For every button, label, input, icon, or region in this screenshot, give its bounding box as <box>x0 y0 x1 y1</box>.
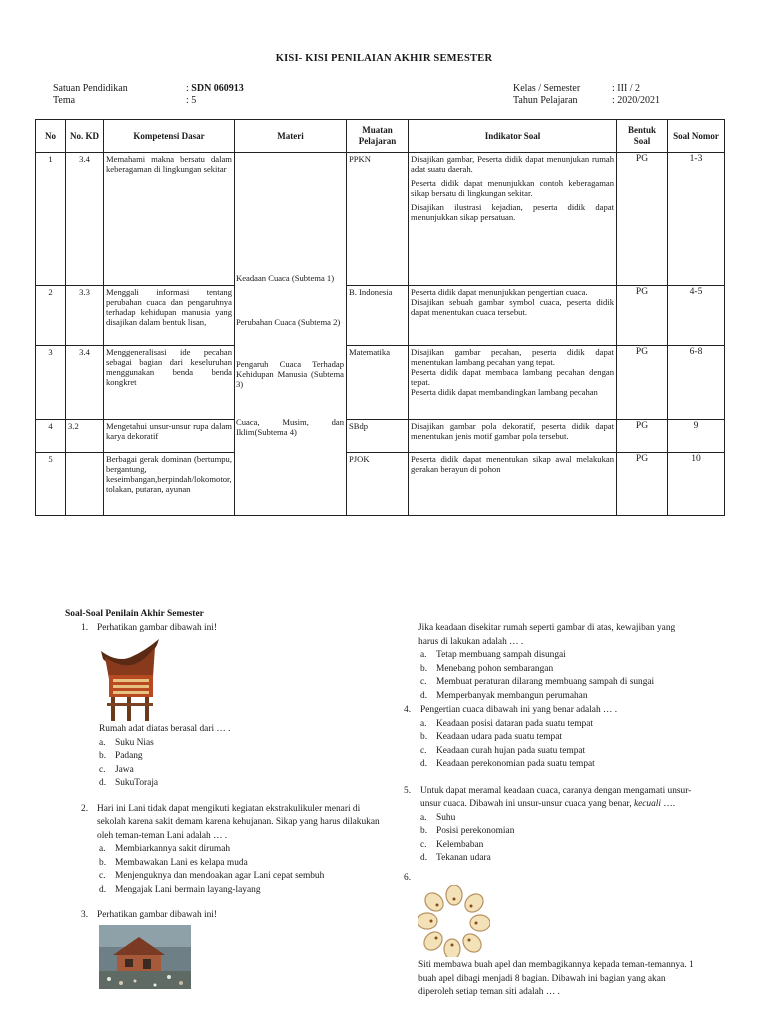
option: c. Jawa <box>99 764 134 775</box>
row-no: 2 <box>36 286 66 346</box>
question-1: 1. Perhatikan gambar dibawah ini! <box>81 622 218 633</box>
row-nomor: 10 <box>668 453 725 516</box>
question-6-after: Siti membawa buah apel dan membagikannya kepada teman-temannya. 1 buah apel dibagi menjadi 8 bagian. Dibawah ini bagian yang akan diperoleh setiap teman siti adalah … . <box>418 960 694 997</box>
row-kd: 3.4 <box>66 153 104 286</box>
row-kompetensi: Memahami makna bersatu dalam keberagaman di lingkungan sekitar <box>104 153 235 286</box>
option: c. Kelembaban <box>420 839 484 850</box>
question-3: 3. Perhatikan gambar dibawah ini! <box>81 910 218 920</box>
row-bentuk: PG <box>617 453 668 516</box>
option: c. Menjenguknya dan mendoakan agar Lani cepat sembuh <box>99 871 325 881</box>
row-nomor: 6-8 <box>668 346 725 420</box>
soal-left-column <box>65 608 383 994</box>
question-1-after: Rumah adat diatas berasal dari … . <box>99 724 231 734</box>
row-indikator <box>409 153 617 286</box>
tahun-value: : 2020/2021 <box>612 95 661 106</box>
option: d. Mengajak Lani bermain layang-layang <box>99 884 261 895</box>
option: b. Keadaan udara pada suatu tempat <box>420 732 562 742</box>
indikator-item: Peserta didik dapat menunjukkan contoh keberagaman sikap bersatu di lingkungan sekitar. <box>411 178 614 198</box>
table-row <box>36 286 725 346</box>
kelas-label: Kelas / Semester <box>513 83 581 94</box>
option: d. Keadaan perekonomian pada suatu tempat <box>420 759 595 769</box>
question-2: 2. Hari ini Lani tidak dapat mengikuti kegiatan ekstrakulikuler menari di sekolah karena sakit demam karena kehujanan. Sikap yang harus dilakukan oleh teman-teman Lani adalah … . <box>81 803 380 841</box>
row-indikator <box>409 286 617 346</box>
materi-item: Cuaca, Musim, dan Iklim(Subtema 4) <box>236 417 344 437</box>
option: d. SukuToraja <box>99 778 159 788</box>
row-kompetensi: Berbagai gerak dominan (bertumpu, bergantung, keseimbangan,berpindah/lokomotor, tolakan, putaran, ayunan <box>104 453 235 516</box>
table-row <box>36 346 725 420</box>
row-bentuk: PG <box>617 153 668 286</box>
option: a. Keadaan posisi dataran pada suatu tempat <box>420 718 593 729</box>
question-6: 6. <box>404 872 412 883</box>
row-nomor: 9 <box>668 420 725 453</box>
indikator-item: Peserta didik dapat menunjukkan pengertian cuaca. <box>411 287 588 297</box>
option: c. Keadaan curah hujan pada suatu tempat <box>420 745 586 756</box>
materi-item: Perubahan Cuaca (Subtema 2) <box>236 317 341 327</box>
option: b. Membawakan Lani es kelapa muda <box>99 857 248 868</box>
tema-value: : 5 <box>186 95 197 106</box>
row-kompetensi: Mengetahui unsur-unsur rupa dalam karya dekoratif <box>104 420 235 453</box>
indikator-item: Disajikan ilustrasi kejadian, peserta didik dapat menunjukkan sikap persatuan. <box>411 202 614 222</box>
row-kompetensi: Menggali informasi tentang perubahan cuaca dan pengaruhnya terhadap kehidupan manusia yang disajikan dalam bentuk lisan, <box>104 286 235 346</box>
row-no: 3 <box>36 346 66 420</box>
option: d. Tekanan udara <box>420 853 491 863</box>
row-kd: 3.2 <box>66 420 104 453</box>
row-kd <box>66 453 104 516</box>
row-nomor: 1-3 <box>668 153 725 286</box>
question-5: 5. Untuk dapat meramal keadaan cuaca, caranya dengan mengamati unsur-unsur cuaca. Dibawah ini unsur-unsur cuaca yang benar, kecuali …. <box>404 785 692 809</box>
row-muatan: SBdp <box>347 420 409 453</box>
tahun-label: Tahun Pelajaran <box>513 95 578 106</box>
option: a. Tetap membuang sampah disungai <box>420 650 566 660</box>
row-muatan: PPKN <box>347 153 409 286</box>
tema-label: Tema <box>53 95 76 106</box>
kisi-table <box>35 119 725 516</box>
row-bentuk: PG <box>617 286 668 346</box>
apple-slices-image <box>418 885 696 957</box>
row-muatan: B. Indonesia <box>347 286 409 346</box>
option: b. Menebang pohon sembarangan <box>420 663 554 674</box>
option: b. Padang <box>99 751 143 761</box>
option: c. Membuat peraturan dilarang membuang sampah di sungai <box>420 677 655 687</box>
satuan-value: : SDN 060913 <box>186 83 244 94</box>
row-indikator: Peserta didik dapat menentukan sikap awal melakukan gerakan berayun di pohon <box>409 453 617 516</box>
indikator-item: Disajikan gambar, Peserta didik dapat menunjukan rumah adat suatu daerah. <box>411 154 614 174</box>
option: b. Posisi perekonomian <box>420 826 515 836</box>
col-header: Soal Nomor <box>668 120 725 153</box>
col-header: No <box>36 120 66 153</box>
col-header: Kompetensi Dasar <box>104 120 235 153</box>
col-header: Materi <box>235 120 347 153</box>
col-header: Muatan Pelajaran <box>347 120 409 153</box>
option: d. Memperbanyak membangun perumahan <box>420 690 588 701</box>
question-4: 4. Pengertian cuaca dibawah ini yang benar adalah … . <box>404 705 618 715</box>
indikator-item: Peserta didik dapat membandingkan lambang pecahan <box>411 387 598 397</box>
option: a. Suhu <box>420 812 456 823</box>
question-3-continued: Jika keadaan disekitar rumah seperti gambar di atas, kewajiban yang harus di lakukan adalah … . <box>418 623 676 647</box>
indikator-item: Peserta didik dapat membaca lambang pecahan dengan tepat. <box>411 367 614 387</box>
option: a. Suku Nias <box>99 737 154 748</box>
materi-item: Pengaruh Cuaca Terhadap Kehidupan Manusia (Subtema 3) <box>236 359 344 389</box>
indikator-item: Disajikan sebuah gambar symbol cuaca, peserta didik dapat menentukan cuaca tersebut. <box>411 297 614 317</box>
col-header: Indikator Soal <box>409 120 617 153</box>
soal-heading: Soal-Soal Penilain Akhir Semester <box>65 609 204 619</box>
flooded-house-image <box>99 925 383 995</box>
row-kompetensi: Menggeneralisasi ide pecahan sebagai bagian dari keseluruhan menggunakan benda benda kongkret <box>104 346 235 420</box>
toraja-house-image <box>99 637 383 723</box>
table-row <box>36 453 725 516</box>
table-header-row <box>36 120 725 153</box>
soal-right-column <box>404 622 696 1000</box>
col-header: No. KD <box>66 120 104 153</box>
row-indikator <box>409 346 617 420</box>
kelas-value: : III / 2 <box>612 83 641 94</box>
row-bentuk: PG <box>617 346 668 420</box>
table-row <box>36 153 725 286</box>
row-kd: 3.4 <box>66 346 104 420</box>
row-muatan: Matematika <box>347 346 409 420</box>
row-no: 4 <box>36 420 66 453</box>
row-nomor: 4-5 <box>668 286 725 346</box>
row-kd: 3.3 <box>66 286 104 346</box>
indikator-item: Disajikan gambar pecahan, peserta didik dapat menentukan lambang pecahan yang tepat. <box>411 347 614 367</box>
materi-item: Keadaan Cuaca (Subtema 1) <box>236 273 335 283</box>
row-muatan: PJOK <box>347 453 409 516</box>
row-indikator: Disajikan gambar pola dekoratif, peserta didik dapat menentukan jenis motif gambar pola tersebut. <box>409 420 617 453</box>
row-no: 1 <box>36 153 66 286</box>
option: a. Membiarkannya sakit dirumah <box>99 844 231 854</box>
col-header: Bentuk Soal <box>617 120 668 153</box>
row-bentuk: PG <box>617 420 668 453</box>
materi-cell <box>235 153 347 516</box>
satuan-label: Satuan Pendidikan <box>53 83 128 94</box>
row-no: 5 <box>36 453 66 516</box>
page-title: KISI- KISI PENILAIAN AKHIR SEMESTER <box>275 53 493 64</box>
table-row <box>36 420 725 453</box>
